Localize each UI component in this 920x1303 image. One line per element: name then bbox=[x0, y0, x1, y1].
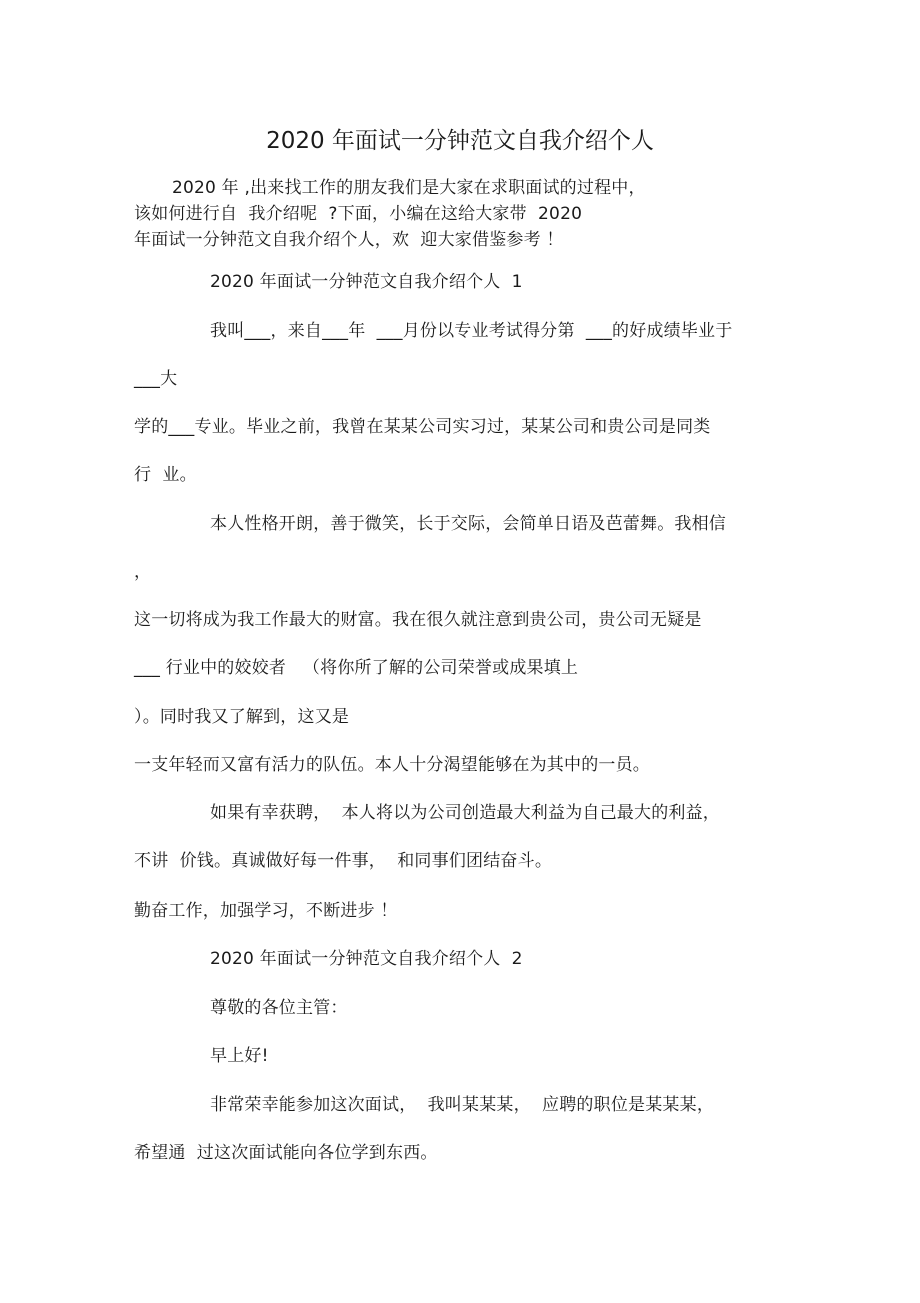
paragraph-line: 早上好! bbox=[210, 1046, 269, 1066]
section2-heading: 2020 年面试一分钟范文自我介绍个人 2 bbox=[210, 949, 523, 969]
section1-heading: 2020 年面试一分钟范文自我介绍个人 1 bbox=[210, 272, 523, 292]
paragraph-line: ）。同时我又了解到，这又是 bbox=[134, 707, 350, 727]
paragraph-line: ___大 bbox=[134, 369, 178, 389]
paragraph-line: 我叫___，来自___年 ___月份以专业考试得分第 ___的好成绩毕业于 bbox=[210, 321, 733, 341]
paragraph-line: 学的___专业。毕业之前，我曾在某某公司实习过，某某公司和贵公司是同类 bbox=[134, 417, 711, 437]
intro-line-1: 2020 年 ,出来找工作的朋友我们是大家在求职面试的过程中， bbox=[172, 178, 646, 198]
document-title: 2020 年面试一分钟范文自我介绍个人 bbox=[266, 128, 654, 154]
paragraph-line: 行 业。 bbox=[134, 465, 197, 485]
paragraph-line: 本人性格开朗，善于微笑，长于交际，会简单日语及芭蕾舞。我相信 bbox=[210, 514, 726, 534]
paragraph-line: 不讲 价钱。真诚做好每一件事， 和同事们团结奋斗。 bbox=[134, 851, 553, 871]
intro-line-2: 该如何进行自 我介绍呢 ?下面，小编在这给大家带 2020 bbox=[134, 204, 583, 224]
paragraph-line: ___ 行业中的姣姣者 （将你所了解的公司荣誉或成果填上 bbox=[134, 658, 579, 678]
paragraph-line: 尊敬的各位主管： bbox=[210, 998, 348, 1018]
paragraph-line: 勤奋工作，加强学习，不断进步 ！ bbox=[134, 901, 398, 921]
paragraph-line: 希望通 过这次面试能向各位学到东西。 bbox=[134, 1143, 438, 1163]
paragraph-line: 一支年轻而又富有活力的队伍。本人十分渴望能够在为其中的一员。 bbox=[134, 755, 650, 775]
paragraph-line: 非常荣幸能参加这次面试， 我叫某某某， 应聘的职位是某某某， bbox=[210, 1095, 715, 1115]
paragraph-line: ， bbox=[134, 562, 152, 582]
paragraph-line: 如果有幸获聘， 本人将以为公司创造最大利益为自己最大的利益， bbox=[210, 803, 721, 823]
paragraph-line: 这一切将成为我工作最大的财富。我在很久就注意到贵公司，贵公司无疑是 bbox=[134, 610, 702, 630]
intro-line-3: 年面试一分钟范文自我介绍个人，欢 迎大家借鉴参考 ！ bbox=[134, 230, 564, 250]
